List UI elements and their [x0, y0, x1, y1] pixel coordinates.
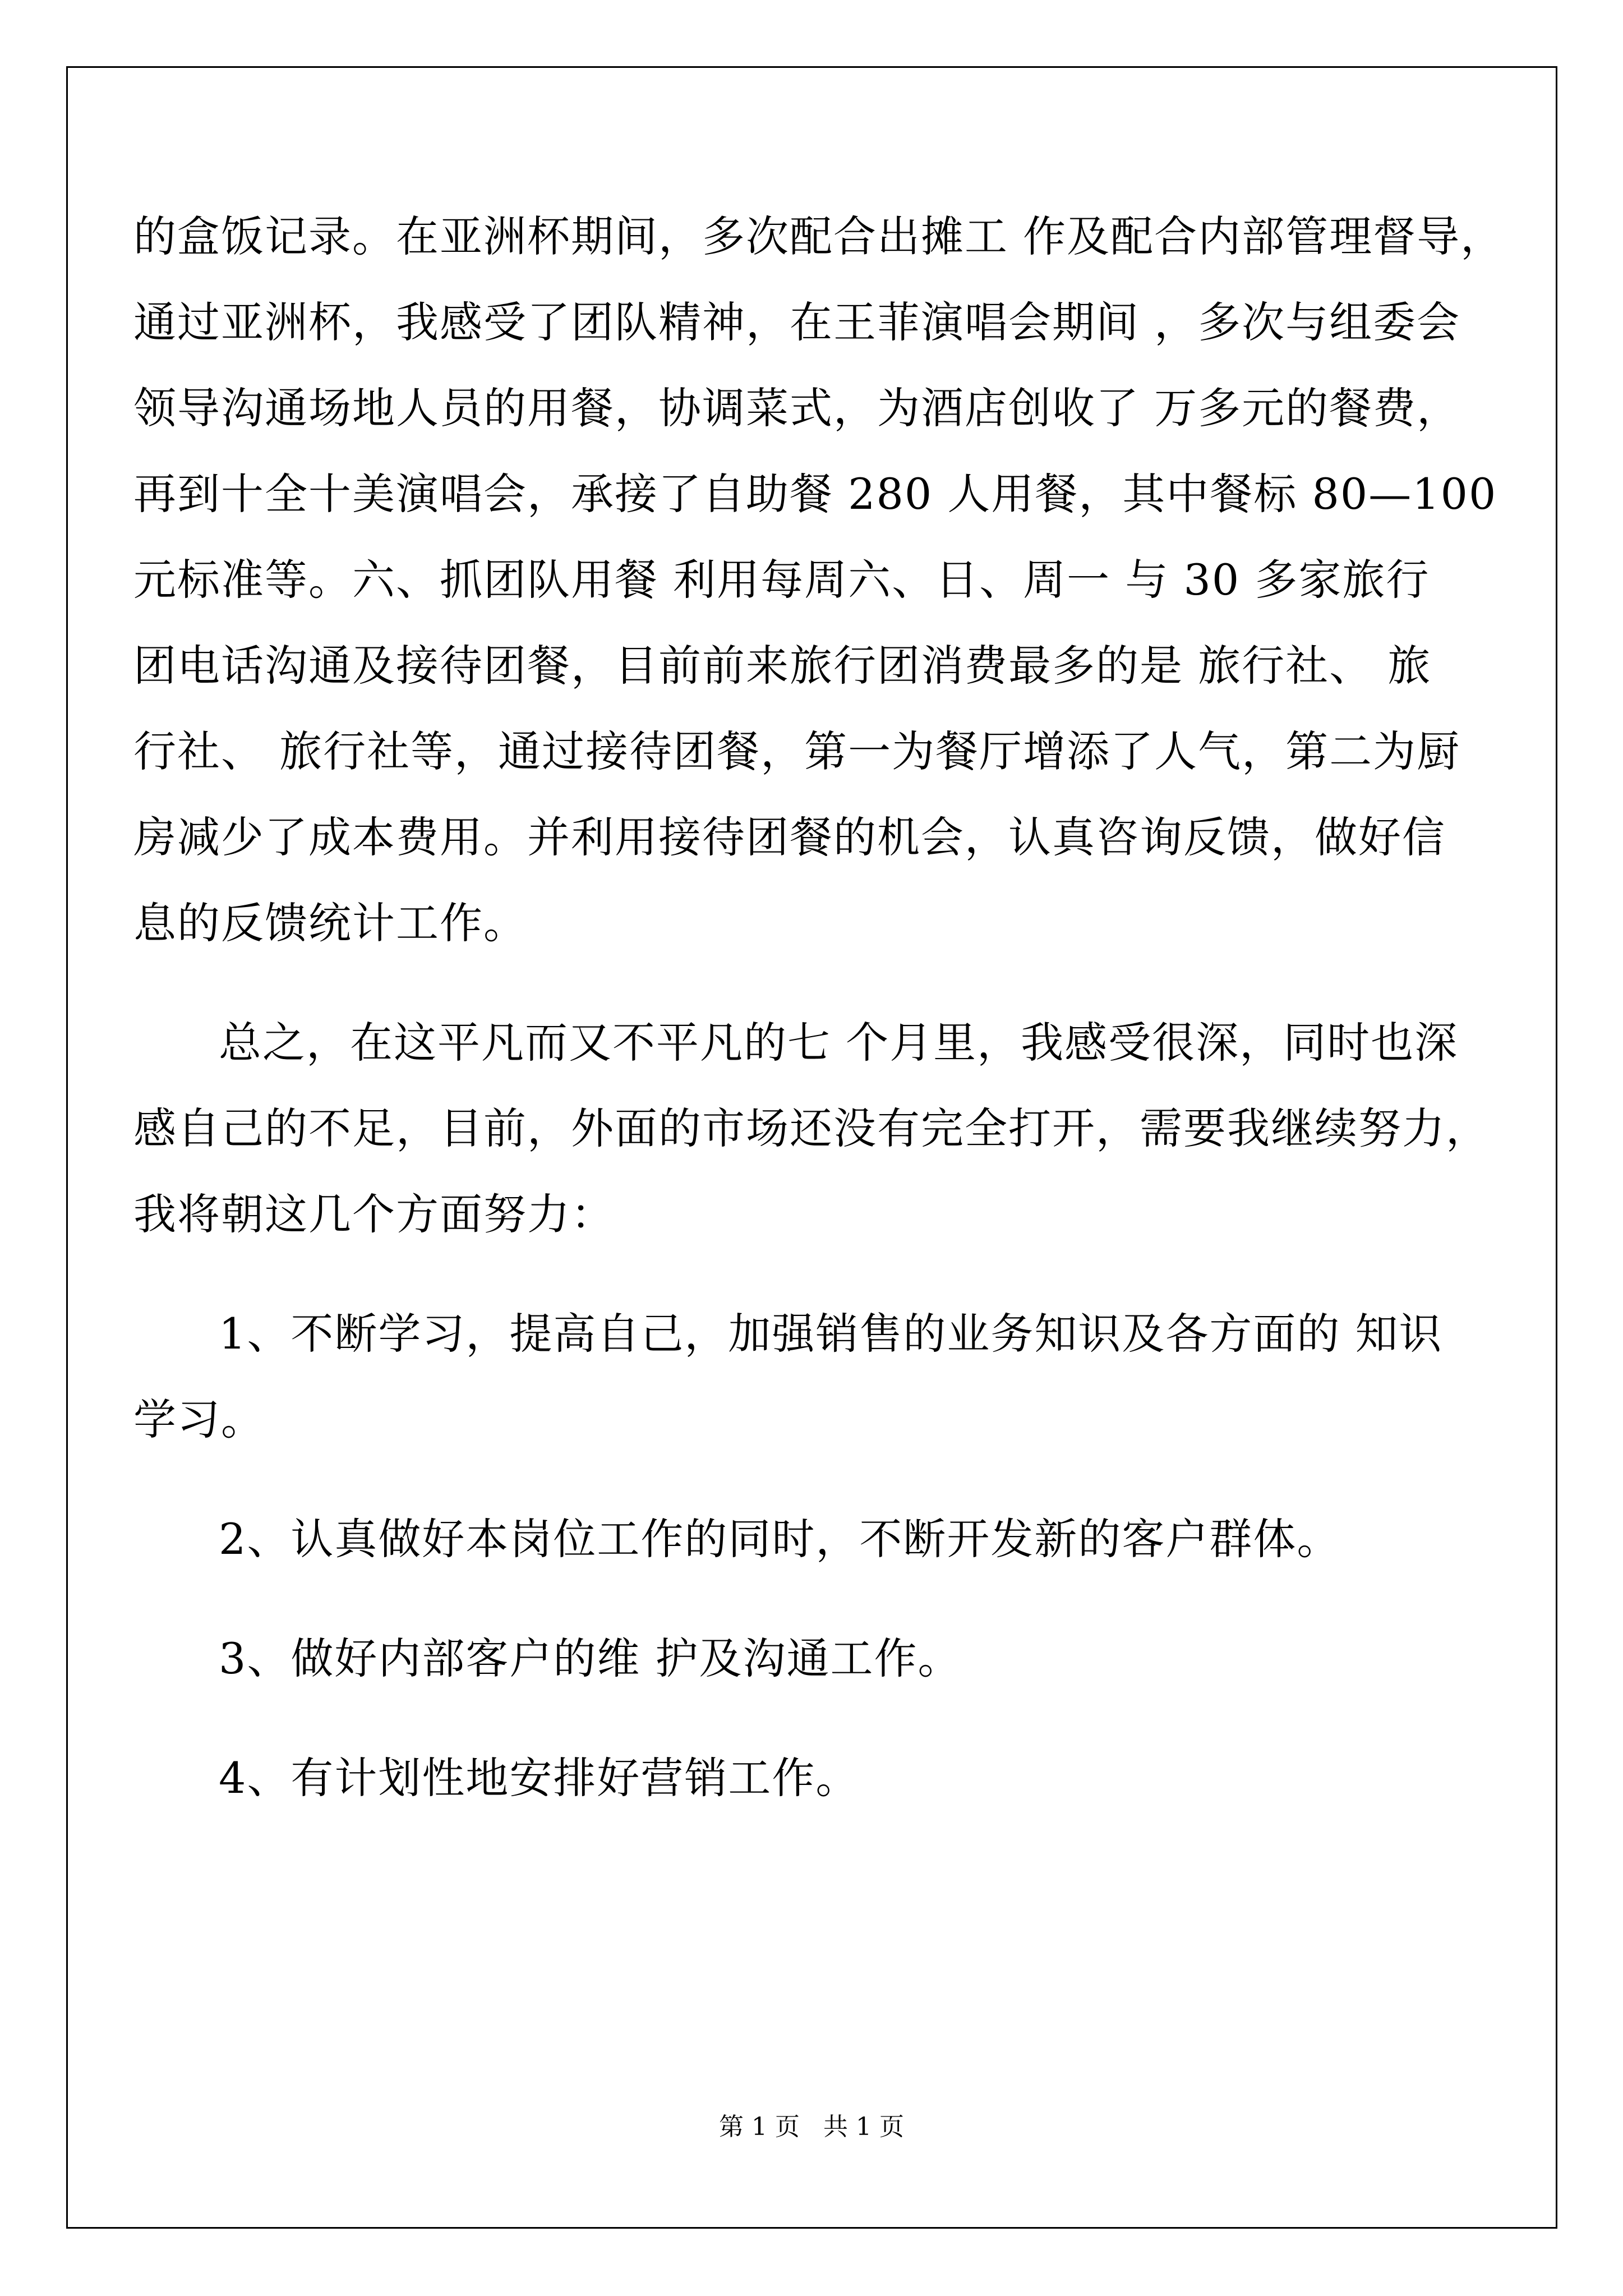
text-line: 行社、 旅行社等，通过接待团餐，第一为餐厅增添了人气，第二为厨	[133, 726, 1461, 776]
paragraph-1	[133, 209, 1505, 981]
list-item-1	[133, 1306, 1451, 1478]
text-line: 2、认真做好本岗位工作的同时，不断开发新的客户群体。	[219, 1514, 1341, 1564]
text-line: 的盒饭记录。在亚洲杯期间，多次配合出摊工 作及配合内部管理督导，	[133, 211, 1505, 261]
page-total: 共 1 页	[823, 2113, 904, 2141]
text-line: 总之，在这平凡而又不平凡的七 个月里，我感受很深，同时也深	[219, 1018, 1459, 1068]
page-number: 第 1 页	[719, 2113, 800, 2141]
text-line: 再到十全十美演唱会，承接了自助餐 280 人用餐，其中餐标 80—100	[133, 469, 1497, 519]
text-line: 我将朝这几个方面努力：	[133, 1189, 615, 1239]
text-line: 领导沟通场地人员的用餐，协调菜式，为酒店创收了 万多元的餐费，	[133, 383, 1461, 433]
text-line: 学习。	[133, 1395, 265, 1444]
list-item-4	[133, 1750, 1451, 1836]
text-line: 团电话沟通及接待团餐，目前前来旅行团消费最多的是 旅行社、 旅	[133, 641, 1432, 691]
document-body	[133, 209, 1505, 1836]
text-line: 房减少了成本费用。并利用接待团餐的机会，认真咨询反馈，做好信	[133, 812, 1446, 862]
text-line: 感自己的不足，目前，外面的市场还没有完全打开，需要我继续努力，	[133, 1103, 1490, 1153]
text-line: 通过亚洲杯，我感受了团队精神，在王菲演唱会期间 ，多次与组委会	[133, 297, 1461, 347]
paragraph-2	[133, 1015, 1490, 1272]
text-line: 元标准等。六、抓团队用餐 利用每周六、日、周一 与 30 多家旅行	[133, 555, 1430, 605]
text-line: 息的反馈统计工作。	[133, 898, 527, 948]
list-item-2	[133, 1511, 1451, 1597]
text-line: 3、做好内部客户的维 护及沟通工作。	[219, 1634, 962, 1683]
text-line: 4、有计划性地安排好营销工作。	[219, 1753, 860, 1803]
list-item-3	[133, 1631, 1451, 1717]
page-footer	[0, 2106, 1623, 2142]
text-line: 1、不断学习，提高自己，加强销售的业务知识及各方面的 知识	[219, 1309, 1443, 1359]
